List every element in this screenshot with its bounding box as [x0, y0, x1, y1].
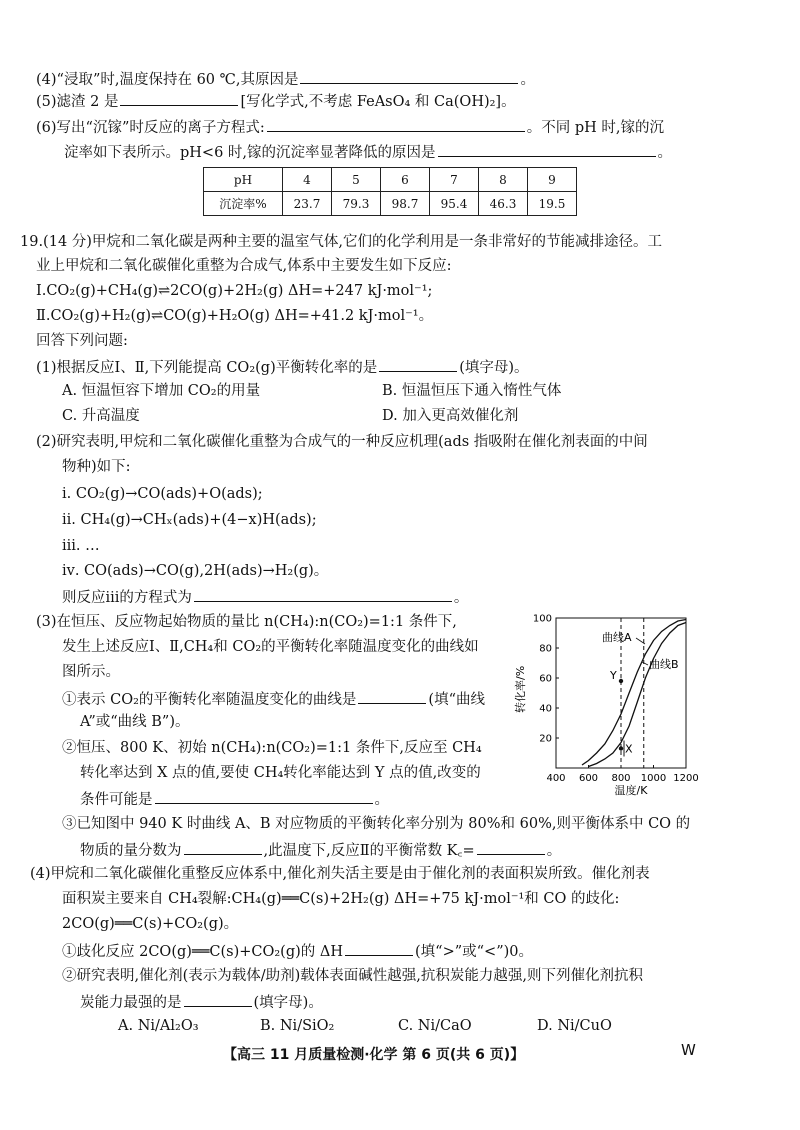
answer-blank[interactable] [300, 68, 518, 84]
q19-part-2a: (2)研究表明,甲烷和二氧化碳催化重整为合成气的一种反应机理(ads 指吸附在催化剂表面的中间 [36, 434, 648, 450]
table-cell: 7 [430, 168, 479, 192]
q19-part-3a: (3)在恒压、反应物起始物质的量比 n(CH₄):n(CO₂)=1:1 条件下, [36, 614, 457, 630]
series-line-curve-a [582, 620, 686, 766]
q19-part-4-1: ①歧化反应 2CO(g)══C(s)+CO₂(g)的 ΔH (填“>”或“<”)0。 [62, 940, 533, 962]
answer-blank[interactable] [358, 688, 426, 704]
answer-blank[interactable] [184, 991, 252, 1007]
q19-part-1: (1)根据反应Ⅰ、Ⅱ,下列能提高 CO₂(g)平衡转化率的是 (填字母)。 [36, 356, 529, 378]
point-label-y: Y [610, 669, 617, 682]
data-point-y [619, 679, 623, 683]
q19-part-3-1: ①表示 CO₂的平衡转化率随温度变化的曲线是 (填“曲线 [62, 688, 485, 710]
q18-line-7: 淀率如下表所示。pH<6 时,镓的沉淀率显著降低的原因是 。 [64, 141, 672, 163]
table-cell: 6 [381, 168, 430, 192]
q19-part-3-2c: 条件可能是 。 [80, 788, 389, 810]
q18-line-4: (4)“浸取”时,温度保持在 60 ℃,其原因是 。 [36, 68, 535, 90]
mechanism-step-ii: ⅱ. CH₄(g)→CHₓ(ads)+(4−x)H(ads); [62, 512, 317, 528]
table-cell: 23.7 [283, 192, 332, 216]
table-cell: 5 [332, 168, 381, 192]
q19-part-3-3b: 物质的量分数为 ,此温度下,反应Ⅱ的平衡常数 K꜀= 。 [80, 839, 561, 861]
table-cell: 95.4 [430, 192, 479, 216]
q19-part-3c: 图所示。 [62, 664, 120, 680]
q19-part-4b: 面积炭主要来自 CH₄裂解:CH₄(g)══C(s)+2H₂(g) ΔH=+75 kJ·mol⁻¹和 CO 的歧化: [62, 891, 620, 907]
option-d: D. 加入更高效催化剂 [382, 408, 519, 424]
q19-part-3-2b: 转化率达到 X 点的值,要使 CH₄转化率能达到 Y 点的值,改变的 [80, 765, 481, 781]
q19-part-4-2b: 炭能力最强的是 (填字母)。 [80, 991, 323, 1013]
series-label-b: 曲线B [649, 658, 679, 671]
option-d: D. Ni/CuO [537, 1018, 612, 1034]
option-a: A. 恒温恒容下增加 CO₂的用量 [62, 383, 261, 399]
y-axis-label: 转化率/% [514, 665, 527, 713]
q19-part-3b: 发生上述反应Ⅰ、Ⅱ,CH₄和 CO₂的平衡转化率随温度变化的曲线如 [62, 639, 479, 655]
answer-blank[interactable] [194, 586, 452, 602]
q19-intro-1: 19.(14 分)甲烷和二氧化碳是两种主要的温室气体,它们的化学利用是一条非常好的节能减排途径。工 [20, 234, 663, 250]
table-cell: 沉淀率% [204, 192, 283, 216]
paper-mark: W [681, 1041, 696, 1059]
answer-blank[interactable] [120, 90, 238, 106]
y-tick-label: 100 [532, 613, 552, 625]
q18-line-6: (6)写出“沉镓”时反应的离子方程式: 。不同 pH 时,镓的沉 [36, 116, 664, 138]
table-cell: pH [204, 168, 283, 192]
q18-line-5: (5)滤渣 2 是 [写化学式,不考虑 FeAsO₄ 和 Ca(OH)₂]。 [36, 90, 516, 112]
point-label-x: X [625, 742, 633, 756]
answer-blank[interactable] [184, 839, 262, 855]
reaction-1: Ⅰ.CO₂(g)+CH₄(g)⇌2CO(g)+2H₂(g) ΔH=+247 kJ·mol⁻¹; [36, 283, 433, 299]
option-c: C. 升高温度 [62, 408, 140, 424]
mechanism-step-iii: ⅲ. … [62, 538, 100, 554]
precipitation-table [203, 167, 577, 216]
option-c: C. Ni/CaO [398, 1018, 472, 1034]
answer-blank[interactable] [155, 788, 373, 804]
page-footer: 【高三 11 月质量检测·化学 第 6 页(共 6 页)】 [223, 1047, 525, 1063]
answer-blank[interactable] [438, 141, 656, 157]
q19-part-4c: 2CO(g)══C(s)+CO₂(g)。 [62, 916, 239, 932]
q19-part-2b: 物种)如下: [62, 459, 131, 475]
table-row [204, 192, 577, 216]
table-cell: 4 [283, 168, 332, 192]
answer-blank[interactable] [379, 356, 457, 372]
table-cell: 46.3 [479, 192, 528, 216]
q19-part-4-2a: ②研究表明,催化剂(表示为载体/助剂)载体表面碱性越强,抗积炭能力越强,则下列催化剂抗积 [62, 968, 644, 984]
answer-blank[interactable] [267, 116, 525, 132]
mechanism-step-iv: ⅳ. CO(ads)→CO(g),2H(ads)→H₂(g)。 [62, 563, 329, 579]
table-cell: 98.7 [381, 192, 430, 216]
answer-prompt: 回答下列问题: [36, 333, 128, 349]
y-tick-label: 20 [539, 733, 552, 745]
x-tick-label: 800 [611, 773, 631, 784]
q19-part-2-question: 则反应ⅲ的方程式为 。 [62, 586, 468, 608]
table-row [204, 168, 577, 192]
y-tick-label: 60 [539, 673, 552, 685]
q19-part-3-1-cont: A”或“曲线 B”)。 [80, 714, 190, 730]
table-cell: 79.3 [332, 192, 381, 216]
option-a: A. Ni/Al₂O₃ [118, 1018, 199, 1034]
q19-part-3-2a: ②恒压、800 K、初始 n(CH₄):n(CO₂)=1:1 条件下,反应至 CH₄ [62, 740, 482, 756]
table-cell: 9 [528, 168, 577, 192]
series-label-a: 曲线A [602, 631, 632, 644]
q19-part-4a: (4)甲烷和二氧化碳催化重整反应体系中,催化剂失活主要是由于催化剂的表面积炭所致。催化剂表 [30, 866, 650, 882]
q19-intro-2: 业上甲烷和二氧化碳催化重整为合成气,体系中主要发生如下反应: [36, 258, 452, 274]
table-cell: 8 [479, 168, 528, 192]
x-axis-label: 温度/K [614, 784, 648, 797]
conversion-chart [512, 608, 702, 798]
answer-blank[interactable] [477, 839, 545, 855]
x-tick-label: 1200 [673, 773, 699, 784]
reaction-2: Ⅱ.CO₂(g)+H₂(g)⇌CO(g)+H₂O(g) ΔH=+41.2 kJ·mol⁻¹。 [36, 308, 434, 324]
mechanism-step-i: ⅰ. CO₂(g)→CO(ads)+O(ads); [62, 486, 263, 502]
y-tick-label: 80 [539, 643, 552, 655]
label-leader-b [642, 662, 648, 665]
q19-part-3-3a: ③已知图中 940 K 时曲线 A、B 对应物质的平衡转化率分别为 80%和 60%,则平衡体系中 CO 的 [62, 816, 691, 832]
y-tick-label: 40 [539, 703, 552, 715]
x-tick-label: 400 [546, 773, 566, 784]
answer-blank[interactable] [345, 940, 413, 956]
option-b: B. 恒温恒压下通入惰性气体 [382, 383, 562, 399]
table-cell: 19.5 [528, 192, 577, 216]
x-tick-label: 600 [578, 773, 599, 784]
option-b: B. Ni/SiO₂ [260, 1018, 335, 1034]
data-point-x [619, 746, 623, 750]
x-tick-label: 1000 [640, 773, 667, 784]
